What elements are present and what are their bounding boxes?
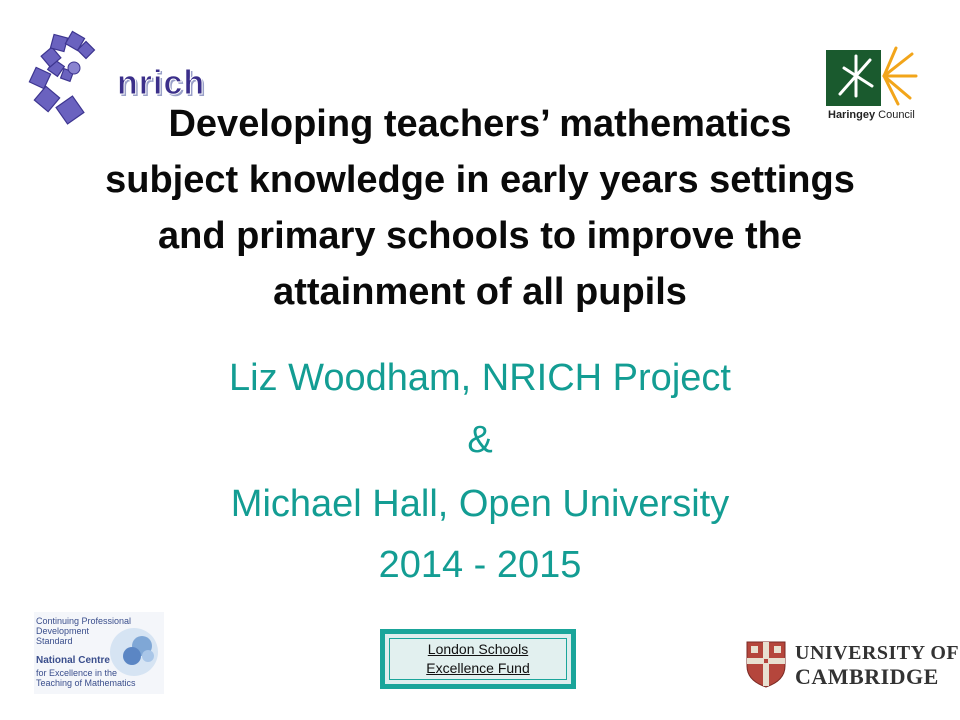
ncetm-line-3: Standard bbox=[36, 636, 73, 646]
cambridge-logo bbox=[745, 640, 960, 690]
nrich-wordmark: nrich bbox=[117, 64, 206, 102]
presenter-ampersand: & bbox=[467, 419, 493, 461]
excellence-fund-inner bbox=[389, 638, 567, 680]
ncetm-line-2: Development bbox=[36, 626, 90, 636]
presenter-1: Liz Woodham, NRICH Project bbox=[229, 357, 731, 399]
years-label: 2014 - 2015 bbox=[378, 544, 582, 586]
cambridge-line-1: UNIVERSITY OF bbox=[795, 642, 960, 664]
haringey-label-rest: Council bbox=[875, 109, 915, 121]
fund-line-1: London Schools bbox=[427, 641, 529, 657]
presenter-2: Michael Hall, Open University bbox=[230, 483, 730, 525]
cambridge-line-2: CAMBRIDGE bbox=[795, 664, 939, 689]
ncetm-line-6: Teaching of Mathematics bbox=[36, 678, 136, 688]
ncetm-line-1: Continuing Professional bbox=[36, 616, 132, 626]
slide-title: Developing teachers’ mathematics subject knowledge in early years settings and primary schools to improve the attainment of all pupils bbox=[105, 103, 855, 313]
ncetm-line-5: for Excellence in the bbox=[36, 668, 118, 678]
cambridge-crest-icon bbox=[745, 640, 787, 688]
fund-line-2: Excellence Fund bbox=[426, 660, 530, 676]
excellence-fund-box bbox=[380, 629, 576, 689]
ncetm-line-4: National Centre bbox=[36, 655, 110, 666]
haringey-label-bold: Haringey bbox=[828, 109, 876, 121]
ncetm-logo bbox=[34, 612, 164, 694]
